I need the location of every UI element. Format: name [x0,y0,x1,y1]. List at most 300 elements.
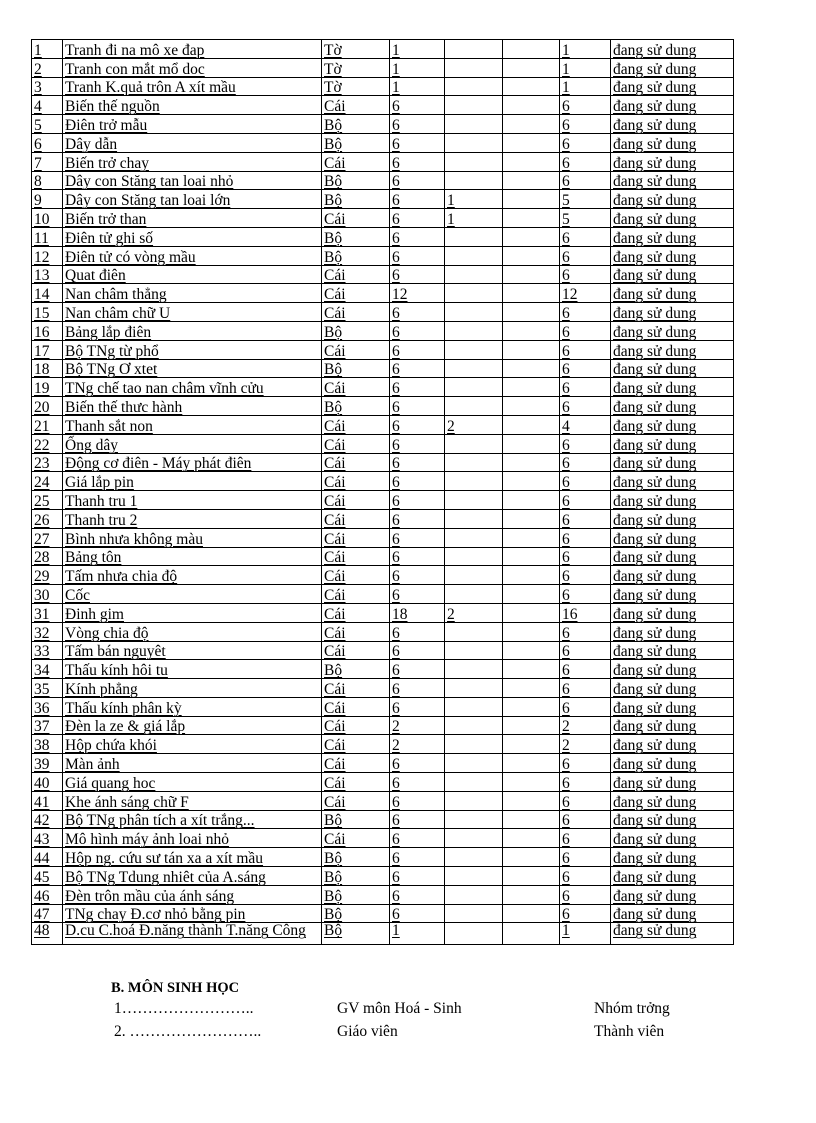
cell-unit: Cái [322,491,390,510]
cell-stt: 15 [32,303,63,322]
cell-name: Bộ TNg Tdung nhiêt của A.sáng [63,867,322,886]
cell-good: 6 [560,641,611,660]
cell-blank [503,340,560,359]
table-row [32,848,734,867]
cell-name: Tranh con mắt mổ doc [63,58,322,77]
cell-name: Tấm bán nguyêt [63,641,322,660]
cell-qty: 6 [390,566,445,585]
cell-unit: Cái [322,603,390,622]
table-row [32,265,734,284]
cell-unit: Cái [322,472,390,491]
cell-name: Biến thế nguồn [63,96,322,115]
cell-unit: Cái [322,209,390,228]
cell-good: 1 [560,77,611,96]
cell-good: 6 [560,115,611,134]
cell-damaged [445,434,503,453]
table-row [32,716,734,735]
cell-qty: 2 [390,716,445,735]
cell-good: 6 [560,679,611,698]
table-row [32,603,734,622]
cell-status: đang sử dung [611,340,734,359]
cell-name: Đèn trôn mầu của ánh sáng [63,885,322,904]
cell-damaged [445,509,503,528]
cell-status: đang sử dung [611,679,734,698]
cell-stt: 10 [32,209,63,228]
cell-good: 6 [560,566,611,585]
cell-unit: Bộ [322,227,390,246]
cell-unit: Bộ [322,904,390,923]
cell-name: Kính phẳng [63,679,322,698]
cell-damaged [445,716,503,735]
cell-unit: Bộ [322,397,390,416]
cell-damaged [445,660,503,679]
cell-damaged [445,547,503,566]
cell-name: Khe ánh sáng chữ F [63,791,322,810]
cell-unit: Cái [322,829,390,848]
cell-blank [503,773,560,792]
cell-qty: 6 [390,246,445,265]
cell-status: đang sử dung [611,115,734,134]
cell-unit: Cái [322,284,390,303]
cell-damaged [445,923,503,945]
cell-unit: Cái [322,96,390,115]
cell-damaged [445,321,503,340]
cell-good: 1 [560,923,611,945]
cell-name: Đinh gim [63,603,322,622]
cell-name: Ống dây [63,434,322,453]
cell-good: 6 [560,791,611,810]
cell-status: đang sử dung [611,378,734,397]
cell-status: đang sử dung [611,622,734,641]
cell-unit: Cái [322,528,390,547]
cell-qty: 1 [390,923,445,945]
table-row [32,340,734,359]
cell-status: đang sử dung [611,810,734,829]
signature-line-2-title: Thành viên [594,1023,665,1040]
cell-status: đang sử dung [611,227,734,246]
cell-stt: 45 [32,867,63,886]
table-row [32,171,734,190]
cell-status: đang sử dung [611,697,734,716]
table-row [32,735,734,754]
cell-name: Bảng tôn [63,547,322,566]
cell-good: 6 [560,397,611,416]
cell-status: đang sử dung [611,472,734,491]
table-row [32,622,734,641]
signature-line-2-left: 2. …………………….. [114,1023,262,1040]
cell-good: 5 [560,190,611,209]
cell-qty: 1 [390,40,445,59]
cell-stt: 21 [32,415,63,434]
cell-qty: 6 [390,415,445,434]
equipment-table-body [32,40,734,945]
cell-good: 6 [560,96,611,115]
cell-unit: Cái [322,735,390,754]
cell-stt: 26 [32,509,63,528]
cell-blank [503,190,560,209]
cell-unit: Cái [322,791,390,810]
cell-good: 6 [560,246,611,265]
cell-blank [503,472,560,491]
cell-qty: 6 [390,754,445,773]
cell-name: Giá lắp pin [63,472,322,491]
cell-name: D.cu C.hoá Đ.năng thành T.năng Công [63,923,322,945]
cell-stt: 32 [32,622,63,641]
cell-good: 6 [560,152,611,171]
cell-unit: Bộ [322,810,390,829]
cell-damaged [445,378,503,397]
cell-damaged [445,791,503,810]
cell-blank [503,133,560,152]
cell-blank [503,660,560,679]
cell-stt: 22 [32,434,63,453]
cell-name: Điên trở mẫu [63,115,322,134]
cell-good: 4 [560,415,611,434]
cell-good: 6 [560,303,611,322]
cell-damaged: 2 [445,415,503,434]
table-row [32,472,734,491]
cell-stt: 24 [32,472,63,491]
cell-qty: 6 [390,397,445,416]
cell-qty: 6 [390,115,445,134]
table-row [32,227,734,246]
cell-blank [503,528,560,547]
cell-blank [503,867,560,886]
signature-line-2-role: Giáo viên [337,1023,398,1040]
cell-status: đang sử dung [611,415,734,434]
cell-name: Biến trở than [63,209,322,228]
cell-blank [503,603,560,622]
table-row [32,660,734,679]
cell-unit: Cái [322,265,390,284]
cell-unit: Bộ [322,885,390,904]
cell-blank [503,491,560,510]
cell-name: Màn ảnh [63,754,322,773]
cell-good: 6 [560,829,611,848]
cell-stt: 30 [32,585,63,604]
table-row [32,96,734,115]
cell-damaged [445,679,503,698]
cell-damaged [445,829,503,848]
cell-stt: 14 [32,284,63,303]
cell-blank [503,547,560,566]
cell-qty: 6 [390,190,445,209]
cell-qty: 2 [390,735,445,754]
table-row [32,303,734,322]
cell-qty: 6 [390,697,445,716]
cell-unit: Cái [322,641,390,660]
cell-good: 6 [560,321,611,340]
cell-status: đang sử dung [611,566,734,585]
cell-name: Tranh K.quả trôn A xít mầu [63,77,322,96]
cell-blank [503,509,560,528]
cell-damaged [445,585,503,604]
cell-blank [503,754,560,773]
table-row [32,378,734,397]
cell-unit: Bộ [322,321,390,340]
cell-name: Bảng lắp điên [63,321,322,340]
cell-unit: Tờ [322,77,390,96]
cell-stt: 37 [32,716,63,735]
cell-unit: Cái [322,716,390,735]
cell-blank [503,321,560,340]
cell-blank [503,152,560,171]
table-row [32,754,734,773]
cell-damaged [445,566,503,585]
cell-damaged [445,227,503,246]
cell-good: 6 [560,453,611,472]
cell-damaged [445,754,503,773]
cell-name: Tranh đi na mô xe đap [63,40,322,59]
cell-stt: 9 [32,190,63,209]
cell-blank [503,453,560,472]
cell-unit: Bộ [322,171,390,190]
cell-damaged [445,735,503,754]
cell-unit: Cái [322,585,390,604]
cell-good: 6 [560,171,611,190]
cell-qty: 6 [390,303,445,322]
cell-qty: 6 [390,491,445,510]
table-row [32,415,734,434]
cell-status: đang sử dung [611,904,734,923]
cell-unit: Cái [322,434,390,453]
cell-good: 6 [560,227,611,246]
cell-qty: 6 [390,472,445,491]
cell-stt: 8 [32,171,63,190]
cell-stt: 48 [32,923,63,945]
cell-stt: 41 [32,791,63,810]
cell-stt: 13 [32,265,63,284]
cell-qty: 1 [390,58,445,77]
cell-blank [503,585,560,604]
cell-name: Nan châm chữ U [63,303,322,322]
cell-good: 6 [560,547,611,566]
cell-name: Điên tử có vòng mầu [63,246,322,265]
cell-damaged [445,359,503,378]
cell-damaged [445,171,503,190]
cell-damaged [445,96,503,115]
table-row [32,491,734,510]
cell-name: Biến trở chay [63,152,322,171]
cell-blank [503,735,560,754]
cell-good: 5 [560,209,611,228]
cell-unit: Tờ [322,58,390,77]
cell-damaged [445,453,503,472]
cell-status: đang sử dung [611,547,734,566]
cell-damaged [445,303,503,322]
cell-blank [503,923,560,945]
cell-blank [503,641,560,660]
cell-blank [503,716,560,735]
cell-qty: 6 [390,96,445,115]
cell-stt: 11 [32,227,63,246]
cell-damaged [445,773,503,792]
cell-stt: 20 [32,397,63,416]
cell-name: Dây con Stăng tan loai nhỏ [63,171,322,190]
cell-good: 6 [560,434,611,453]
cell-stt: 16 [32,321,63,340]
cell-blank [503,378,560,397]
cell-stt: 25 [32,491,63,510]
table-row [32,77,734,96]
cell-damaged [445,848,503,867]
cell-qty: 6 [390,547,445,566]
cell-qty: 6 [390,171,445,190]
cell-name: Hộp ng. cứu sư tán xa a xít mầu [63,848,322,867]
cell-blank [503,848,560,867]
cell-status: đang sử dung [611,791,734,810]
signature-line-1-left: 1…………………….. [114,1000,254,1017]
table-row [32,58,734,77]
cell-status: đang sử dung [611,603,734,622]
cell-status: đang sử dung [611,321,734,340]
cell-stt: 46 [32,885,63,904]
cell-name: Giá quang hoc [63,773,322,792]
cell-unit: Bộ [322,246,390,265]
cell-blank [503,434,560,453]
cell-stt: 34 [32,660,63,679]
cell-qty: 6 [390,773,445,792]
cell-name: Thanh tru 2 [63,509,322,528]
cell-damaged [445,152,503,171]
cell-status: đang sử dung [611,265,734,284]
table-row [32,246,734,265]
section-title: B. MÔN SINH HỌC [111,980,240,996]
table-row [32,434,734,453]
cell-damaged [445,697,503,716]
equipment-table [31,39,734,945]
cell-good: 6 [560,773,611,792]
cell-good: 6 [560,810,611,829]
cell-unit: Bộ [322,133,390,152]
cell-good: 6 [560,885,611,904]
cell-name: Vòng chia độ [63,622,322,641]
cell-name: Thanh tru 1 [63,491,322,510]
table-row [32,885,734,904]
cell-stt: 29 [32,566,63,585]
cell-stt: 38 [32,735,63,754]
cell-blank [503,829,560,848]
cell-qty: 6 [390,791,445,810]
cell-blank [503,209,560,228]
cell-stt: 39 [32,754,63,773]
cell-good: 6 [560,472,611,491]
cell-status: đang sử dung [611,359,734,378]
cell-blank [503,171,560,190]
cell-good: 6 [560,622,611,641]
cell-name: Động cơ điên - Máy phát điên [63,453,322,472]
cell-stt: 23 [32,453,63,472]
cell-blank [503,810,560,829]
cell-stt: 35 [32,679,63,698]
cell-qty: 12 [390,284,445,303]
cell-unit: Bộ [322,115,390,134]
cell-status: đang sử dung [611,848,734,867]
cell-good: 6 [560,697,611,716]
table-row [32,773,734,792]
cell-damaged [445,810,503,829]
cell-unit: Cái [322,453,390,472]
cell-damaged: 1 [445,209,503,228]
cell-qty: 6 [390,340,445,359]
cell-status: đang sử dung [611,923,734,945]
cell-qty: 6 [390,641,445,660]
cell-damaged [445,40,503,59]
cell-damaged [445,904,503,923]
table-row [32,397,734,416]
cell-name: Thấu kính hôi tu [63,660,322,679]
table-row [32,810,734,829]
table-row [32,115,734,134]
cell-blank [503,415,560,434]
cell-status: đang sử dung [611,96,734,115]
cell-stt: 7 [32,152,63,171]
cell-qty: 6 [390,133,445,152]
cell-name: Dây con Stăng tan loai lớn [63,190,322,209]
table-row [32,791,734,810]
cell-qty: 6 [390,622,445,641]
cell-qty: 6 [390,528,445,547]
cell-blank [503,40,560,59]
cell-status: đang sử dung [611,77,734,96]
cell-status: đang sử dung [611,152,734,171]
cell-status: đang sử dung [611,209,734,228]
cell-status: đang sử dung [611,190,734,209]
cell-blank [503,227,560,246]
cell-good: 6 [560,378,611,397]
cell-unit: Cái [322,697,390,716]
cell-damaged [445,115,503,134]
cell-blank [503,679,560,698]
cell-unit: Cái [322,622,390,641]
table-row [32,547,734,566]
cell-damaged [445,58,503,77]
cell-qty: 6 [390,904,445,923]
cell-qty: 6 [390,885,445,904]
cell-status: đang sử dung [611,528,734,547]
cell-good: 6 [560,754,611,773]
table-row [32,679,734,698]
cell-stt: 36 [32,697,63,716]
cell-unit: Cái [322,152,390,171]
cell-name: Thanh sắt non [63,415,322,434]
cell-stt: 3 [32,77,63,96]
cell-blank [503,697,560,716]
cell-unit: Cái [322,509,390,528]
cell-stt: 27 [32,528,63,547]
cell-name: Hộp chứa khói [63,735,322,754]
cell-name: Tấm nhưa chia độ [63,566,322,585]
cell-name: Bộ TNg phân tích a xít trắng... [63,810,322,829]
cell-stt: 4 [32,96,63,115]
cell-good: 6 [560,359,611,378]
cell-unit: Bộ [322,848,390,867]
cell-blank [503,303,560,322]
cell-blank [503,265,560,284]
cell-status: đang sử dung [611,284,734,303]
table-row [32,209,734,228]
table-row [32,867,734,886]
cell-name: Bộ TNg Ơ xtet [63,359,322,378]
cell-stt: 2 [32,58,63,77]
cell-damaged [445,867,503,886]
cell-damaged [445,528,503,547]
cell-stt: 33 [32,641,63,660]
cell-unit: Cái [322,415,390,434]
table-row [32,904,734,923]
cell-damaged [445,491,503,510]
cell-good: 6 [560,904,611,923]
